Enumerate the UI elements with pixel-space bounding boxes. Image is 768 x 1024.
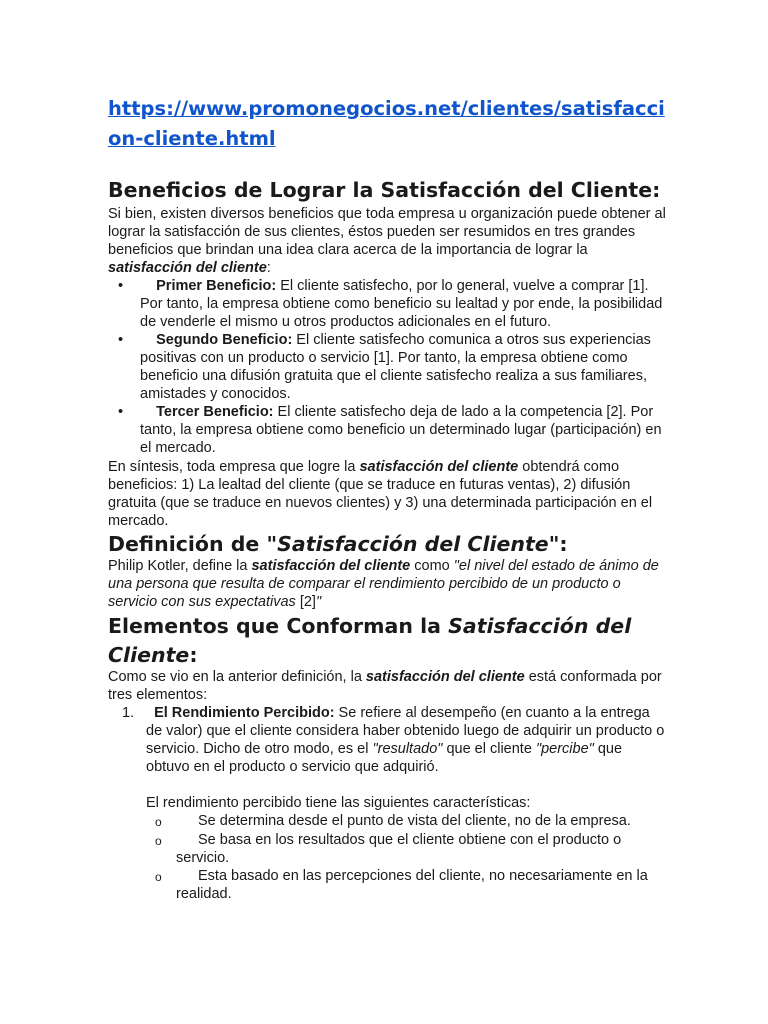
elementos-intro — [108, 668, 668, 704]
summary-text: En síntesis, toda empresa que logre la — [108, 459, 360, 475]
list-number: 1. — [122, 705, 135, 721]
list-item-label: Tercer Beneficio: — [156, 404, 274, 420]
definicion-text — [108, 557, 668, 611]
beneficios-summary — [108, 458, 668, 530]
elemento-emphasis-1: "resultado" — [372, 741, 443, 757]
heading-end: : — [189, 643, 198, 667]
heading-text: Definición de — [108, 532, 267, 556]
sub-list-text: Esta basado en las percepciones del cliente, no necesariamente en la realidad. — [176, 868, 648, 902]
bullet-icon: • — [118, 404, 124, 420]
elemento-text-b: que el cliente — [442, 741, 536, 757]
sub-list-text: Se determina desde el punto de vista del cliente, no de la empresa. — [198, 813, 631, 829]
list-item-text — [140, 277, 668, 331]
elementos-intro-emphasis: satisfacción del cliente — [365, 669, 525, 685]
definicion-emphasis: satisfacción del cliente — [251, 558, 411, 574]
intro-end: : — [266, 260, 271, 276]
list-item-text — [140, 331, 668, 403]
heading-text: Elementos que Conforman la — [108, 614, 449, 638]
elemento-emphasis-2: "percibe" — [535, 741, 594, 757]
intro-emphasis: satisfacción del cliente — [108, 260, 267, 276]
elementos-intro-text: Como se vio en la anterior definición, la — [108, 669, 366, 685]
heading-emphasis: "Satisfacción del Cliente" — [266, 532, 560, 556]
definicion-quote: "el nivel del estado de ánimo de una persona que resulta de comparar el rendimiento percibido de un producto o servicio con sus expectativas — [108, 558, 659, 610]
definicion-reference: [2] — [299, 594, 316, 610]
heading-end: : — [559, 532, 568, 556]
bullet-icon: • — [118, 332, 124, 348]
summary-emphasis: satisfacción del cliente — [359, 459, 519, 475]
definicion-mid: como — [410, 558, 454, 574]
list-item-text — [140, 403, 668, 457]
circle-bullet-icon: o — [155, 815, 162, 829]
heading-emphasis: Satisfacción del Cliente — [108, 614, 632, 667]
definicion-quote-end: " — [315, 594, 322, 610]
list-item-body: El cliente satisfecho deja de lado a la competencia [2]. Por tanto, la empresa obtiene como beneficio un determinado lugar (participación) en el mercado. — [140, 404, 662, 456]
sub-list-text: Se basa en los resultados que el cliente obtiene con el producto o servicio. — [176, 832, 622, 866]
section-heading-definicion — [108, 530, 568, 558]
rendimiento-subintro: El rendimiento percibido tiene las siguientes características: — [146, 795, 531, 811]
section-heading-beneficios: Beneficios de Lograr la Satisfacción del Cliente: — [108, 178, 661, 202]
source-link[interactable]: https://www.promonegocios.net/clientes/satisfaccion-cliente.html — [108, 97, 665, 150]
summary-end: obtendrá como beneficios: 1) La lealtad del cliente (que se traduce en futuras ventas), 2) difusión gratuita (que se traduce en nuevos clientes) y 3) una determinada participación en el mercado. — [108, 459, 653, 529]
list-item-body: El cliente satisfecho comunica a otros sus experiencias positivas con un producto o servicio [1]. Por tanto, la empresa obtiene como beneficio una difusión gratuita que el cliente satisfecho realiza a sus familiares, amistades y conocidos. — [140, 332, 651, 402]
circle-bullet-icon: o — [155, 834, 162, 848]
elemento-text-c: que obtuvo en el producto o servicio que adquirió. — [146, 741, 623, 775]
elemento-text-a: Se refiere al desempeño (en cuanto a la entrega de valor) que el cliente considera haber obtenido luego de adquirir un producto o servicio. Dicho de otro modo, es el — [146, 705, 665, 757]
circle-bullet-icon: o — [155, 870, 162, 884]
intro-text: Si bien, existen diversos beneficios que toda empresa u organización puede obtener al lograr la satisfacción de sus clientes, éstos pueden ser resumidos en tres grandes beneficios que brindan una idea clara acerca de la importancia de lograr la — [108, 206, 666, 258]
elemento-label: El Rendimiento Percibido: — [154, 705, 335, 721]
list-item-label: Segundo Beneficio: — [156, 332, 293, 348]
bullet-icon: • — [118, 278, 124, 294]
list-item-label: Primer Beneficio: — [156, 278, 277, 294]
beneficios-intro — [108, 205, 668, 277]
elemento-rendimiento-percibido — [146, 704, 666, 776]
definicion-pre: Philip Kotler, define la — [108, 558, 252, 574]
elementos-intro-end: está conformada por tres elementos: — [108, 669, 662, 703]
list-item-body: El cliente satisfecho, por lo general, vuelve a comprar [1]. Por tanto, la empresa obtiene como beneficio su lealtad y por ende, la posibilidad de venderle el mismo u otros productos adicionales en el futuro. — [140, 278, 663, 330]
section-heading-elementos — [108, 612, 668, 670]
